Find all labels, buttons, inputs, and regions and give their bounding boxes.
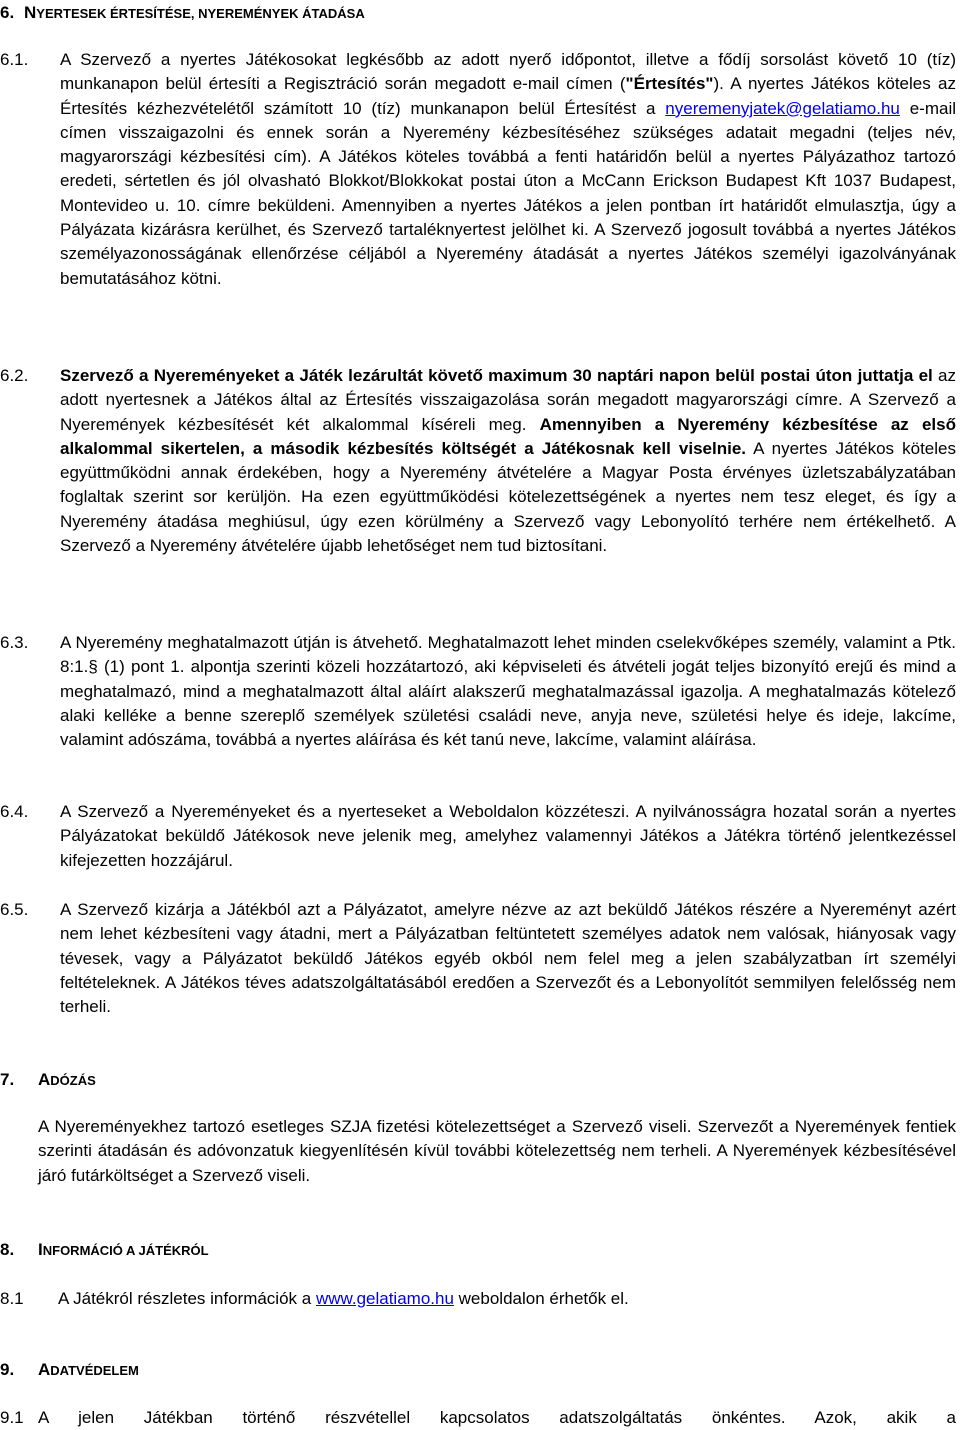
notification-term: "Értesítés" xyxy=(625,74,714,94)
paragraph-6-3 xyxy=(0,631,958,752)
paragraph-6-2 xyxy=(0,364,958,558)
paragraph-number: 6.1. xyxy=(0,50,29,69)
paragraph-text xyxy=(60,364,956,558)
heading-initial: A xyxy=(38,1070,51,1089)
section-9-heading xyxy=(0,1360,139,1381)
bold-run: Amennyiben a Nyeremény kézbesítése az első alkalommal sikertelen, a második kézbesítés költségét a Játékosnak kell viselnie. xyxy=(60,414,956,458)
section-number: 9. xyxy=(0,1360,15,1379)
paragraph-number: 6.3. xyxy=(0,633,29,652)
text-run: weboldalon érhetők el. xyxy=(453,1289,629,1308)
heading-rest: DÓZÁS xyxy=(50,1073,96,1088)
text-run: az adott nyertesnek a Játékos által az Értesítés visszaigazolása során megadott magyarországi címre. A Szervező a Nyeremények kézbesítését két alkalommal kíséreli meg. xyxy=(60,366,956,434)
section-number: 7. xyxy=(0,1070,15,1089)
paragraph-text xyxy=(60,48,956,291)
text-run: A Játékról részletes információk a xyxy=(58,1289,316,1308)
paragraph-number: 8.1 xyxy=(0,1289,24,1308)
website-link[interactable]: www.gelatiamo.hu xyxy=(315,1289,454,1308)
paragraph-6-1 xyxy=(0,48,958,291)
section-6-heading xyxy=(0,3,365,24)
paragraph-number: 9.1 xyxy=(0,1408,24,1427)
section-7-heading xyxy=(0,1070,96,1091)
heading-rest: DATVÉDELEM xyxy=(50,1363,139,1378)
paragraph-text: A Szervező a Nyereményeket és a nyerteseket a Weboldalon közzéteszi. A nyilvánosságra hozatal során a nyertes Pályázatokat beküldő Játékosok neve jelenik meg, amelyhez valamennyi Játékos a Játékra történő jelentkezéssel kifejezetten hozzájárul. xyxy=(60,802,956,870)
email-link[interactable]: nyeremenyjatek@gelatiamo.hu xyxy=(665,98,900,118)
text-run: e-mail címen visszaigazolni és ennek során a Nyeremény kézbesítéséhez szükséges adatait megadni (teljes név, magyarországi kézbesítési cím). A Játékos köteles továbbá a fenti határidőn belül a nyertes Pályázathoz tartozó eredeti, sértetlen és jól olvasható Blokkot/Blokkokat postai úton a McCann Erickson Budapest Kft 1037 Budapest, Montevideo u. 10. címre beküldeni. Amennyiben a nyertes Játékos a jelen pontban írt határidőt elmulasztja, úgy a Pályázata kizárásra kerülhet, és Szervező tartaléknyertest jelölhet ki. A Szervező jogosult továbbá a nyertes Játékos személyazonosságának ellenőrzése céljából a Nyeremény átadását a nyertes Játékos személyi igazolványának bemutatásához kötni. xyxy=(60,98,956,288)
paragraph-7: A Nyereményekhez tartozó esetleges SZJA fizetési kötelezettséget a Szervező viseli. Szervezőt a Nyeremények fentiek szerinti átadásán és adóvonzatuk kiegyenlítésén kívül további kötelezettség nem terheli. A Nyeremények kézbesítésével járó futárköltséget a Szervező viseli. xyxy=(38,1117,956,1185)
heading-initial: I xyxy=(38,1240,43,1259)
heading-initial: A xyxy=(38,1360,51,1379)
paragraph-text: A Nyeremény meghatalmazott útján is átvehető. Meghatalmazott lehet minden cselekvőképes személy, valamint a Ptk. 8:1.§ (1) pont 1. alpontja szerinti közeli hozzátartozó, aki képviseleti és átvételi jogát teljes bizonyító erejű és mind a meghatalmazó, mind a meghatalmazott által aláírt alakszerű meghatalmazással igazolja. A meghatalmazás kötelező alaki kelléke a benne szereplő személyek születési családi neve, anyja neve, születési helye és ideje, lakcíme, valamint adószáma, továbbá a nyertes aláírása és két tanú neve, lakcíme, valamint aláírása. xyxy=(60,633,956,750)
paragraph-6-5 xyxy=(0,898,958,1019)
section-number: 8. xyxy=(0,1240,15,1259)
section-8-heading xyxy=(0,1240,209,1261)
paragraph-text: A Szervező kizárja a Játékból azt a Pályázatot, amelyre nézve az azt beküldő Játékos részére a Nyereményt azért nem lehet kézbesíteni vagy átadni, mert a Pályázatban feltüntetett személyes adatok nem valósak, hiányosak vagy tévesek, vagy a Pályázatot beküldő Játékos egyéb okból nem felel meg a jelen szabályzatban írt személyi feltételeknek. A Játékos téves adatszolgáltatásából eredően a Szervezőt és a Lebonyolítót semmilyen felelősség nem terheli. xyxy=(60,900,956,1017)
heading-rest: YERTESEK ÉRTESÍTÉSE, NYEREMÉNYEK ÁTADÁSA xyxy=(36,6,365,21)
paragraph-8-1 xyxy=(0,1287,958,1311)
paragraph-number: 6.4. xyxy=(0,802,29,821)
section-number: 6. xyxy=(0,3,15,22)
text-run: A Szervező a nyertes Játékosokat legkésőbb az adott nyerő időpontot, illetve a fődíj sorsolást követő 10 (tíz) munkanapon belül értesíti a Regisztráció során megadott e-mail címen ( xyxy=(60,50,956,94)
paragraph-9-1 xyxy=(0,1406,958,1430)
paragraph-number: 6.2. xyxy=(0,366,29,385)
paragraph-6-4 xyxy=(0,800,958,873)
paragraph-text: A jelen Játékban történő részvétellel kapcsolatos adatszolgáltatás önkéntes. Azok, akik a xyxy=(38,1408,956,1427)
heading-rest: NFORMÁCIÓ A JÁTÉKRÓL xyxy=(42,1243,209,1258)
text-run: A nyertes Játékos köteles együttműködni annak érdekében, hogy a Nyeremény átvételére a Magyar Posta érvényes üzletszabályzatában foglaltak szerint sor kerüljön. Ha ezen együttműködési kötelezettségének a nyertes nem tesz eleget, és így a Nyeremény átadása meghiúsul, úgy ezen körülmény a Szervező vagy Lebonyolító terhére nem értékelhető. A Szervező a Nyeremény átvételére újabb lehetőséget nem tud biztosítani. xyxy=(60,438,956,556)
bold-run: Szervező a Nyereményeket a Játék lezárultát követő maximum 30 naptári napon belül postai úton juttatja el xyxy=(60,366,933,385)
heading-initial: N xyxy=(24,3,37,22)
paragraph-number: 6.5. xyxy=(0,900,29,919)
text-run: ). A nyertes Játékos köteles az Értesítés kézhezvételétől számított 10 (tíz) munkanapon belül Értesítést a xyxy=(60,74,956,118)
